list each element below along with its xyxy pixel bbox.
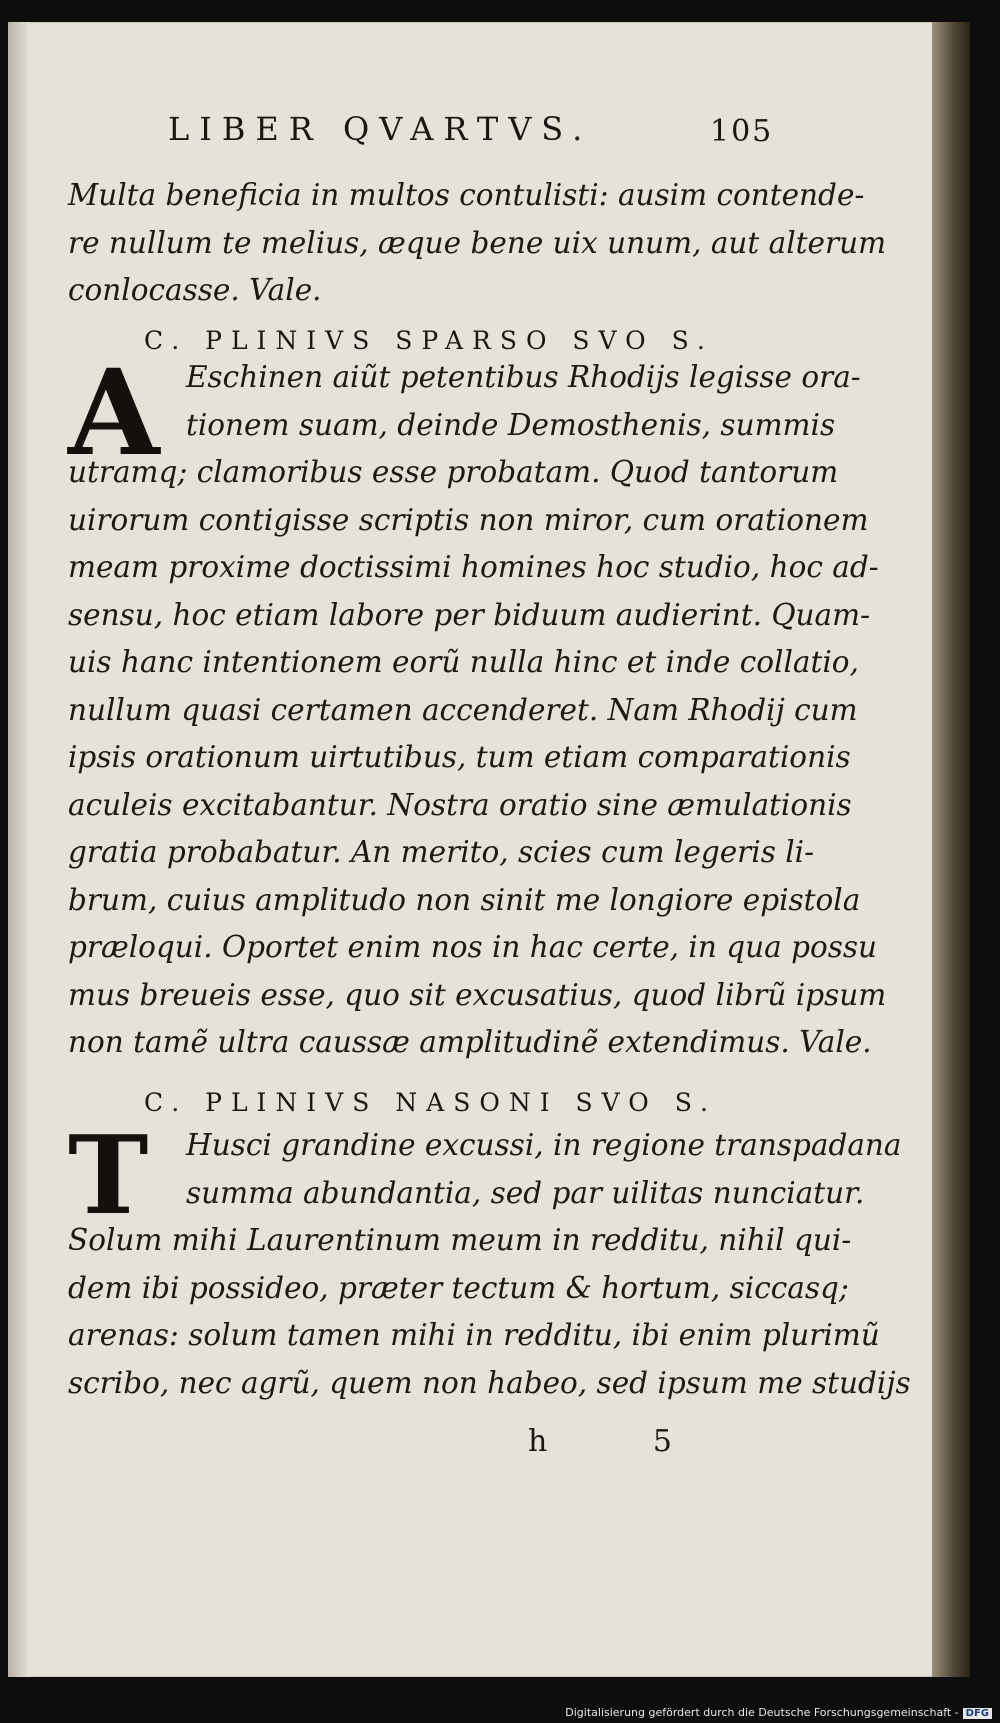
text-line: ipsis orationum uirtutibus, tum etiam comparationis bbox=[68, 740, 851, 774]
text-line: Multa beneficia in multos contulisti: ausim contende- bbox=[68, 178, 865, 212]
text-line: uirorum contigisse scriptis non miror, cum orationem bbox=[68, 502, 869, 537]
letter-body bbox=[68, 1113, 911, 1407]
text-line: uis hanc intentionem eorũ nulla hinc et inde collatio, bbox=[68, 645, 859, 679]
text-line: sensu, hoc etiam labore per biduum audierint. Quam- bbox=[68, 597, 871, 632]
letter-heading: C. PLINIVS NASONI SVO S. bbox=[144, 1088, 717, 1117]
text-line: meam proxime doctissimi homines hoc studio, hoc ad- bbox=[68, 550, 879, 584]
text-line: arenas: solum tamen mihi in redditu, ibi enim plurimũ bbox=[68, 1318, 880, 1352]
dfg-logo: DFG bbox=[963, 1708, 992, 1719]
text-line: præloqui. Oportet enim nos in hac certe, in qua possu bbox=[68, 930, 878, 964]
letter-heading: C. PLINIVS SPARSO SVO S. bbox=[144, 326, 714, 355]
letter-body bbox=[68, 343, 887, 1067]
text-line: conlocasse. Vale. bbox=[68, 273, 322, 307]
book-page bbox=[8, 22, 970, 1677]
text-line: tionem suam, deinde Demosthenis, summis bbox=[186, 407, 836, 442]
text-line: brum, cuius amplitudo non sinit me longiore epistola bbox=[68, 882, 861, 917]
text-line: gratia probabatur. An merito, scies cum legeris li- bbox=[68, 835, 815, 869]
running-head: LIBER QVARTVS. bbox=[168, 110, 593, 148]
digitization-credit bbox=[565, 1706, 992, 1719]
text-block-continuation bbox=[68, 172, 887, 315]
text-line: scribo, nec agrũ, quem non habeo, sed ipsum me studijs bbox=[68, 1365, 911, 1400]
text-line: non tamẽ ultra caussæ amplitudinẽ extendimus. Vale. bbox=[68, 1025, 872, 1059]
page-edge bbox=[932, 22, 970, 1677]
text-line: re nullum te melius, æque bene uix unum, aut alterum bbox=[68, 225, 887, 260]
text-line: mus breueis esse, quo sit excusatius, quod librũ ipsum bbox=[68, 977, 887, 1012]
credit-text: Digitalisierung gefördert durch die Deutsche Forschungsgemeinschaft - bbox=[565, 1706, 959, 1719]
text-line: nullum quasi certamen accenderet. Nam Rhodij cum bbox=[68, 692, 858, 727]
drop-cap-initial: A bbox=[68, 343, 160, 482]
drop-cap-initial: T bbox=[68, 1113, 149, 1239]
text-line: Solum mihi Laurentinum meum in redditu, nihil qui- bbox=[68, 1223, 852, 1257]
text-line: Eschinen aiũt petentibus Rhodijs legisse ora- bbox=[186, 360, 861, 394]
text-line: dem ibi possideo, præter tectum & hortum, siccasq; bbox=[68, 1270, 849, 1305]
text-line: utramq; clamoribus esse probatam. Quod tantorum bbox=[68, 455, 839, 489]
text-line: summa abundantia, sed par uilitas nunciatur. bbox=[186, 1175, 865, 1210]
text-line: Husci grandine excussi, in regione transpadana bbox=[186, 1128, 902, 1162]
signature-mark: h 5 bbox=[528, 1424, 720, 1459]
page-gutter bbox=[8, 22, 30, 1677]
text-line: aculeis excitabantur. Nostra oratio sine æmulationis bbox=[68, 787, 852, 822]
folio-number: 105 bbox=[710, 114, 774, 149]
